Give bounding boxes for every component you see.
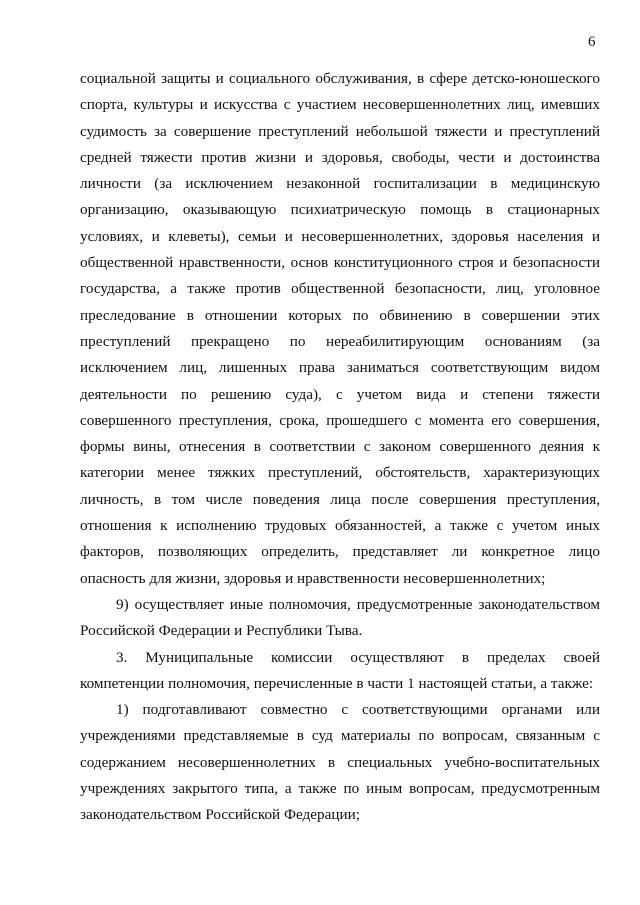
text-line: условиях, и клеветы), семьи и несовершеннолетних, здоровья населения и <box>80 227 600 245</box>
text-line: исключением лиц, лишенных права заниматься соответствующим видом <box>80 359 600 377</box>
text-line: 3. Муниципальные комиссии осуществляют в пределах своей <box>116 648 600 666</box>
text-line: законодательством Российской Федерации; <box>80 806 360 824</box>
text-line: деятельности по решению суда), с учетом вида и степени тяжести <box>80 385 600 403</box>
text-line: Российской Федерации и Республики Тыва. <box>80 622 363 640</box>
text-line: отношения к исполнению трудовых обязанностей, а также с учетом иных <box>80 517 600 535</box>
text-line: спорта, культуры и искусства с участием несовершеннолетних лиц, имевших <box>80 96 600 114</box>
text-line: совершенного преступления, срока, прошедшего с момента его совершения, <box>80 411 600 429</box>
text-line: личности (за исключением незаконной госпитализации в медицинскую <box>80 175 600 193</box>
text-line: судимость за совершение преступлений небольшой тяжести и преступлений <box>80 122 600 140</box>
text-line: категории менее тяжких преступлений, обстоятельств, характеризующих <box>80 464 600 482</box>
text-line: 9) осуществляет иные полномочия, предусмотренные законодательством <box>116 595 600 613</box>
text-line: общественной нравственности, основ конституционного строя и безопасности <box>80 254 600 272</box>
text-line: компетенции полномочия, перечисленные в части 1 настоящей статьи, а также: <box>80 674 594 692</box>
text-line: формы вины, отнесения в соответствии с законом совершенного деяния к <box>80 438 600 456</box>
paragraph-continued-text <box>80 66 600 592</box>
text-line: организацию, оказывающую психиатрическую помощь в стационарных <box>80 201 600 219</box>
paragraph-item-9 <box>80 592 600 645</box>
page-number: 6 <box>588 34 596 50</box>
paragraph-item-1 <box>80 697 600 828</box>
text-line: 1) подготавливают совместно с соответствующими органами или <box>116 701 600 719</box>
paragraph-part-3 <box>80 645 600 698</box>
text-line: учреждениями представляемые в суд материалы по вопросам, связанным с <box>80 727 600 745</box>
text-line: преследование в отношении которых по обвинению в совершении этих <box>80 306 600 324</box>
text-line: учреждениях закрытого типа, а также по иным вопросам, предусмотренным <box>80 780 600 798</box>
text-line: государства, а также против общественной безопасности, лиц, уголовное <box>80 280 600 298</box>
text-line: факторов, позволяющих определить, представляет ли конкретное лицо <box>80 543 600 561</box>
text-line: содержанием несовершеннолетних в специальных учебно-воспитательных <box>80 753 600 771</box>
text-line: опасность для жизни, здоровья и нравственности несовершеннолетних; <box>80 569 546 587</box>
text-line: преступлений прекращено по нереабилитирующим основаниям (за <box>80 332 600 350</box>
document-body <box>80 66 600 829</box>
text-line: средней тяжести против жизни и здоровья, свободы, чести и достоинства <box>80 148 600 166</box>
text-line: личность, в том числе поведения лица после совершения преступления, <box>80 490 600 508</box>
text-line: социальной защиты и социального обслуживания, в сфере детско-юношеского <box>80 70 600 87</box>
